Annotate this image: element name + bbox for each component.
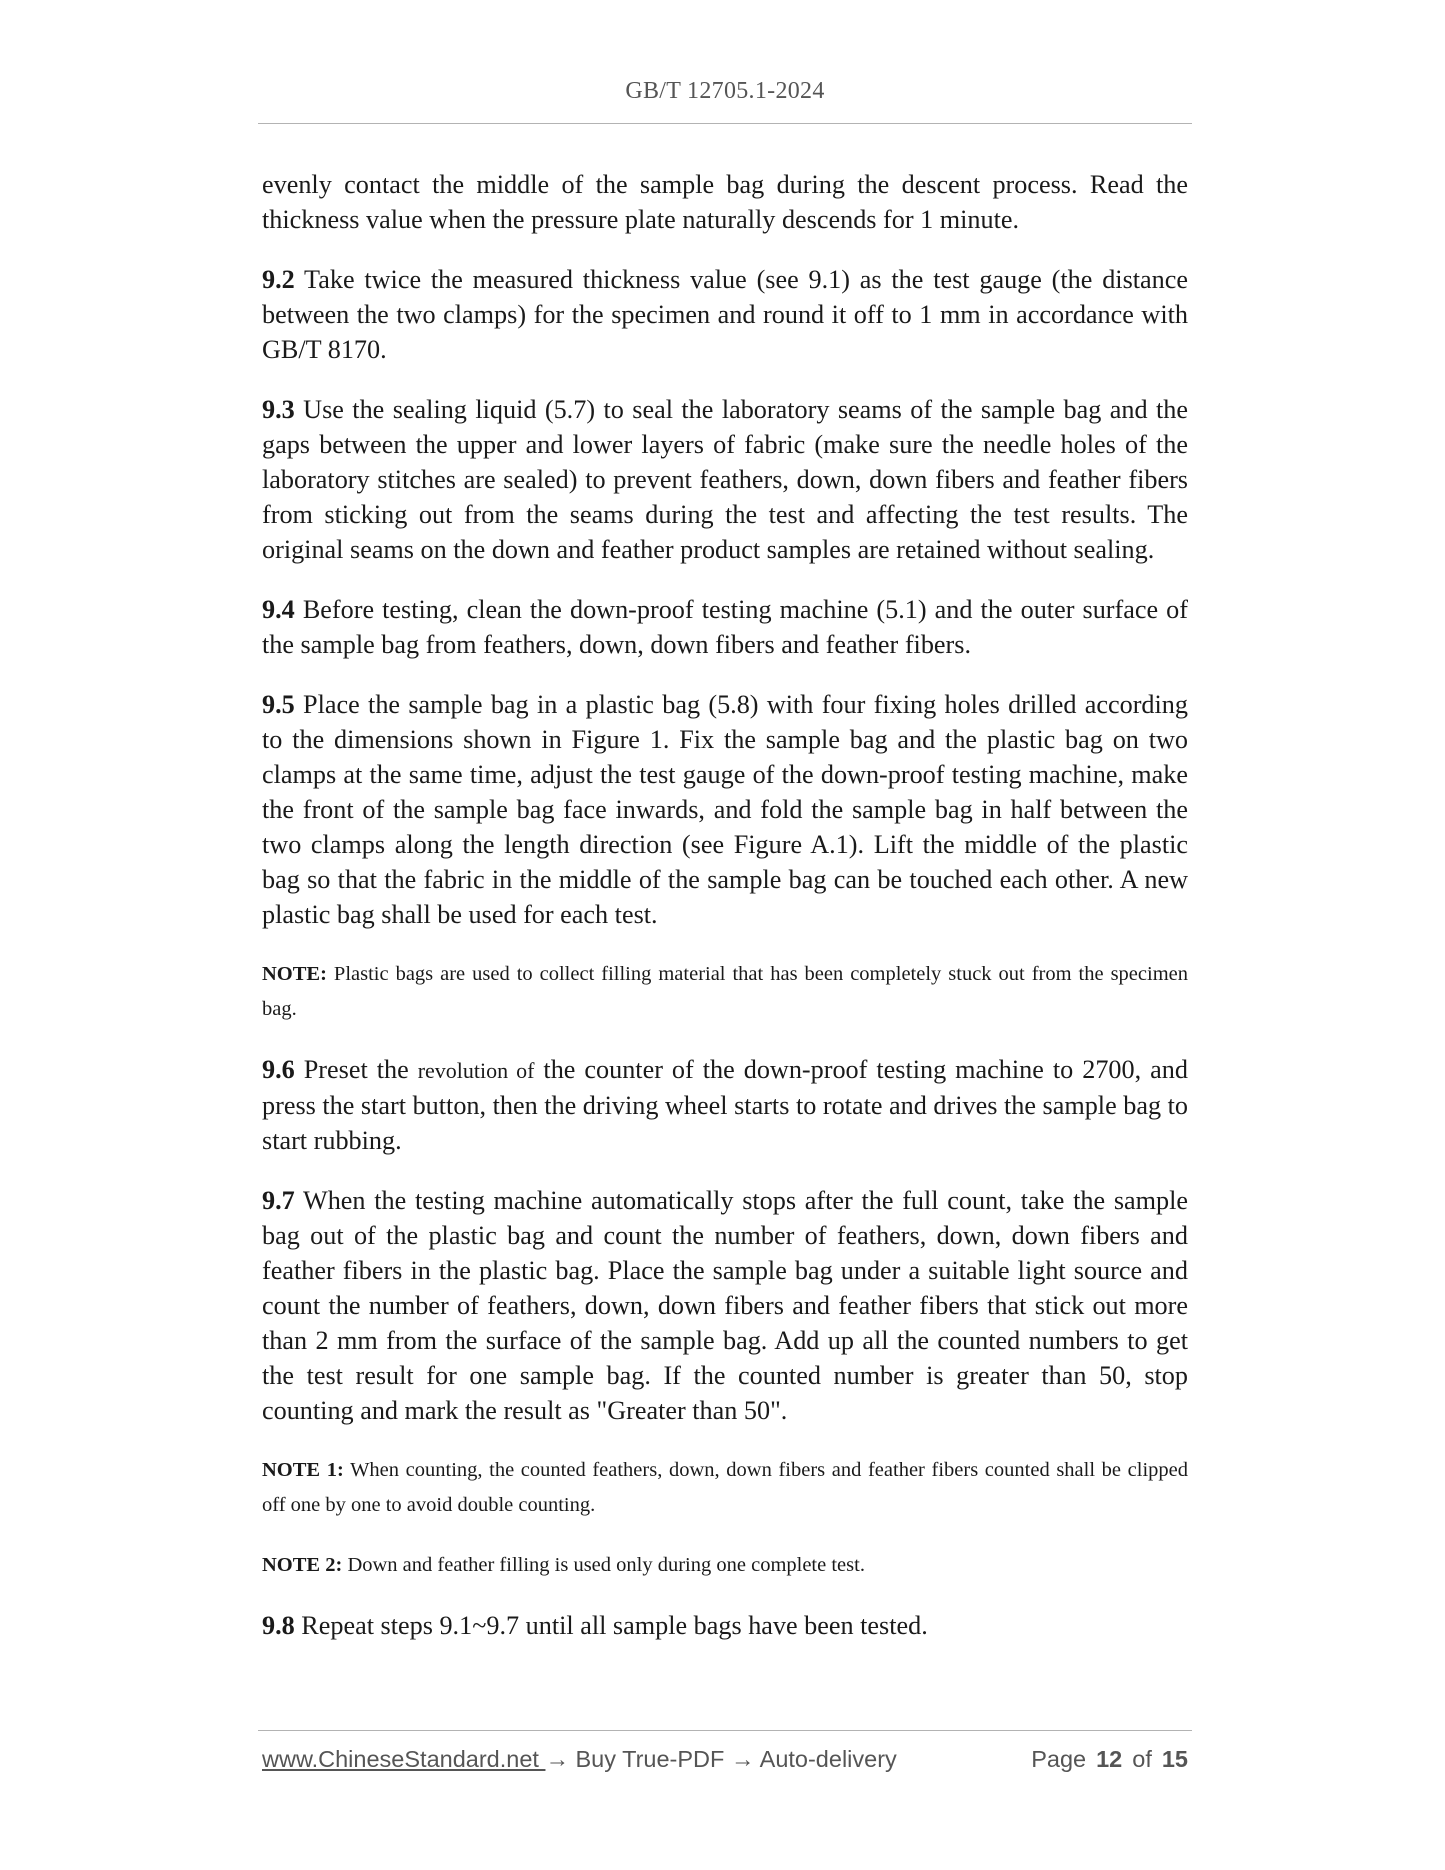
site-link[interactable]: www.ChineseStandard.net bbox=[262, 1746, 546, 1772]
paragraph-9-7 bbox=[262, 1183, 1188, 1428]
clause-text: Take twice the measured thickness value (see 9.1) as the test gauge (the distance between the two clamps) for the specimen and round it off to 1 mm in accordance with GB/T 8170. bbox=[262, 265, 1188, 364]
clause-number: 9.8 bbox=[262, 1611, 295, 1640]
footer-divider bbox=[258, 1730, 1192, 1731]
clause-number: 9.4 bbox=[262, 595, 295, 624]
clause-text: Preset the bbox=[294, 1055, 418, 1084]
clause-text: When the testing machine automatically stops after the full count, take the sample bag out of the plastic bag and count the number of feathers, down, down fibers and feather fibers in the plastic bag. Place the sample bag under a suitable light source and count the number of feathers, down, down fibers and feather fibers that stick out more than 2 mm from the surface of the sample bag. Add up all the counted numbers to get the test result for one sample bag. If the counted number is greater than 50, stop counting and mark the result as "Greater than 50". bbox=[262, 1186, 1188, 1425]
page-indicator bbox=[1031, 1746, 1188, 1773]
note-label: NOTE 1: bbox=[262, 1459, 344, 1481]
note-text: Down and feather filling is used only during one complete test. bbox=[342, 1554, 865, 1576]
paragraph-9-2 bbox=[262, 262, 1188, 367]
buy-text: Buy True-PDF bbox=[568, 1746, 731, 1772]
note-text: When counting, the counted feathers, down, down fibers and feather fibers counted shall be clipped off one by one to avoid double counting. bbox=[262, 1459, 1188, 1516]
paragraph-9-3 bbox=[262, 392, 1188, 567]
page-content bbox=[262, 167, 1188, 1668]
paragraph-9-4 bbox=[262, 592, 1188, 662]
page-total: 15 bbox=[1161, 1746, 1188, 1772]
paragraph-9-5 bbox=[262, 687, 1188, 932]
note-2-filling bbox=[262, 1548, 1188, 1583]
page-header: GB/T 12705.1-2024 bbox=[625, 78, 825, 104]
document-page bbox=[260, 0, 1190, 1870]
page-number: 12 bbox=[1096, 1746, 1123, 1772]
clause-text: Place the sample bag in a plastic bag (5.8) with four fixing holes drilled according to the dimensions shown in Figure 1. Fix the sample bag and the plastic bag on two clamps at the same time, adjust the test gauge of the down-proof testing machine, make the front of the sample bag face inwards, and fold the sample bag in half between the two clamps along the length direction (see Figure A.1). Lift the middle of the plastic bag so that the fabric in the middle of the sample bag can be touched each other. A new plastic bag shall be used for each test. bbox=[262, 690, 1188, 929]
page-label: Page bbox=[1031, 1746, 1087, 1772]
header-divider bbox=[258, 123, 1192, 124]
footer-promo bbox=[262, 1746, 897, 1773]
of-label: of bbox=[1132, 1746, 1152, 1772]
paragraph-9-6 bbox=[262, 1052, 1188, 1158]
clause-number: 9.3 bbox=[262, 395, 295, 424]
clause-number: 9.2 bbox=[262, 265, 295, 294]
clause-text-small: revolution of bbox=[417, 1058, 535, 1083]
note-label: NOTE: bbox=[262, 963, 327, 985]
right-arrow-icon: → bbox=[730, 1746, 755, 1772]
note-text: Plastic bags are used to collect filling material that has been completely stuck out from the specimen bag. bbox=[262, 963, 1188, 1020]
clause-text: Before testing, clean the down-proof testing machine (5.1) and the outer surface of the sample bag from feathers, down, down fibers and feather fibers. bbox=[262, 595, 1188, 659]
clause-number: 9.5 bbox=[262, 690, 295, 719]
clause-text: Repeat steps 9.1~9.7 until all sample bags have been tested. bbox=[294, 1611, 928, 1640]
right-arrow-icon: → bbox=[545, 1746, 569, 1772]
note-label: NOTE 2: bbox=[262, 1554, 343, 1576]
clause-text: the counter of the down-proof testing machine to 2700, and press the start button, then the driving wheel starts to rotate and drives the sample bag to start rubbing. bbox=[262, 1055, 1188, 1155]
note-plastic-bags bbox=[262, 957, 1188, 1027]
page-footer bbox=[262, 1746, 1188, 1780]
paragraph-9-8 bbox=[262, 1608, 1188, 1643]
clause-number: 9.7 bbox=[262, 1186, 295, 1215]
delivery-text: Auto-delivery bbox=[754, 1746, 897, 1772]
note-1-counting bbox=[262, 1453, 1188, 1523]
clause-text: Use the sealing liquid (5.7) to seal the laboratory seams of the sample bag and the gaps between the upper and lower layers of fabric (make sure the needle holes of the laboratory stitches are sealed) to prevent feathers, down, down fibers and feather fibers from sticking out from the seams during the test and affecting the test results. The original seams on the down and feather product samples are retained without sealing. bbox=[262, 395, 1188, 564]
paragraph-9-1-continued: evenly contact the middle of the sample bag during the descent process. Read the thickness value when the pressure plate naturally descends for 1 minute. bbox=[262, 170, 1188, 234]
clause-number: 9.6 bbox=[262, 1055, 295, 1084]
